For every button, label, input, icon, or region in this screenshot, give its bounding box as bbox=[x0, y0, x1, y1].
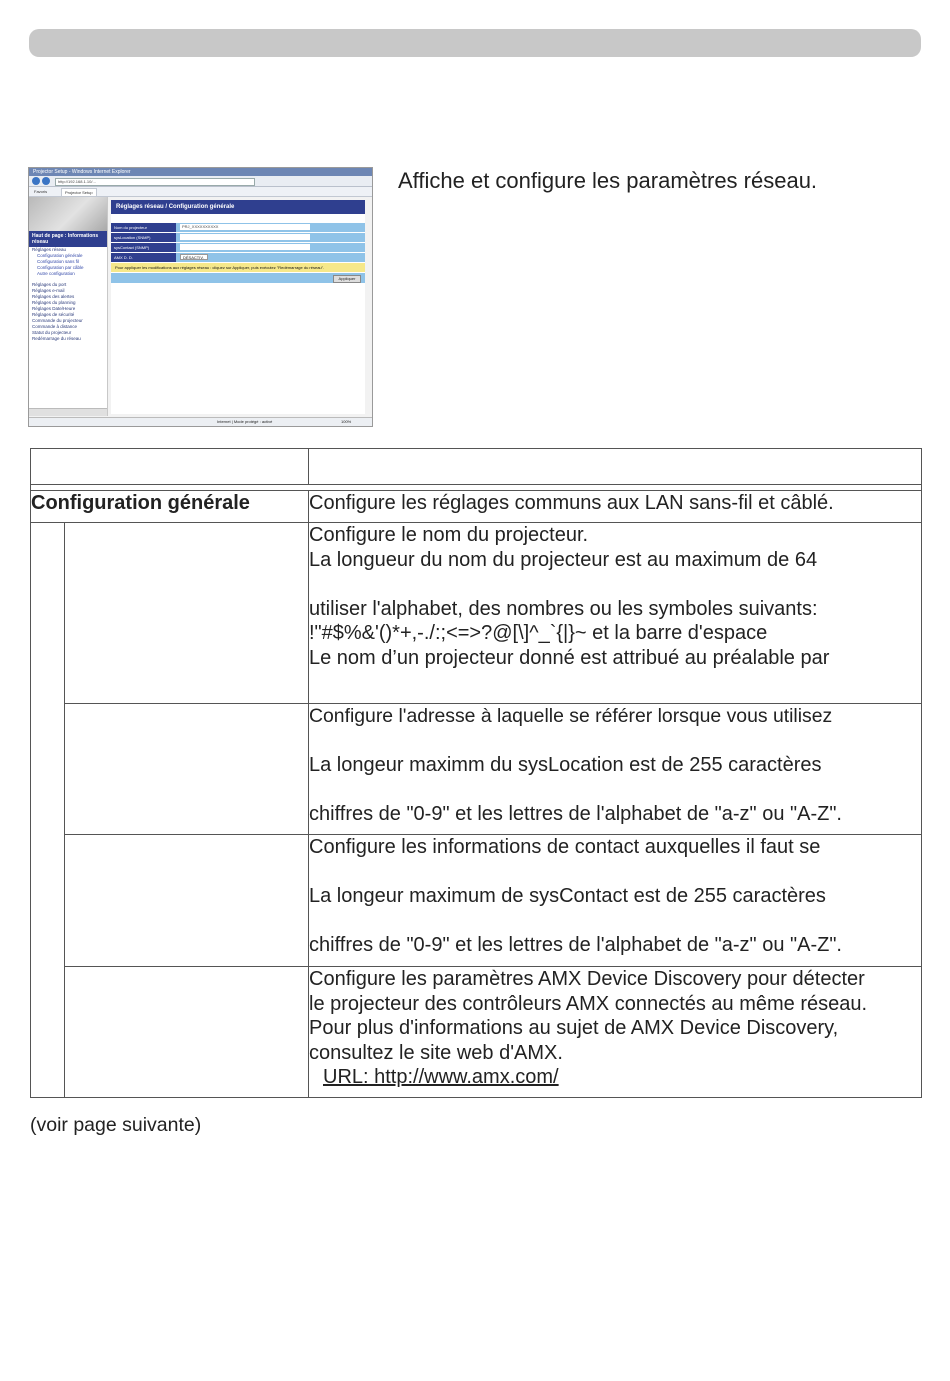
status-bar bbox=[29, 417, 372, 426]
indent-cell bbox=[31, 523, 65, 1098]
menu-item: Réglages réseau bbox=[32, 247, 67, 252]
description-line: Pour plus d'informations au sujet de AMX Device Discovery, bbox=[309, 1017, 839, 1040]
network-settings-screenshot bbox=[28, 167, 373, 427]
item-label bbox=[65, 523, 309, 704]
menu-item: Configuration générale bbox=[37, 253, 83, 258]
description-line bbox=[309, 671, 921, 696]
menu-item: Commande du projecteur bbox=[32, 318, 83, 323]
field-row bbox=[111, 253, 365, 262]
url-line bbox=[309, 1065, 921, 1090]
menu-item: Configuration par câble bbox=[37, 265, 84, 270]
description-line: chiffres de "0-9" et les lettres de l'alphabet de "a-z" ou "A-Z". bbox=[309, 934, 842, 957]
description-line: La longueur du nom du projecteur est au maximum de 64 bbox=[309, 548, 818, 571]
field-row bbox=[111, 223, 365, 232]
table-row bbox=[31, 523, 922, 704]
forward-icon bbox=[42, 177, 50, 185]
description-line: Configure les informations de contact auxquelles il faut se bbox=[309, 836, 821, 858]
address-field: http://192.168.1.10/... bbox=[55, 178, 255, 186]
table-row bbox=[31, 967, 922, 1098]
group-description bbox=[309, 491, 922, 523]
left-menu bbox=[29, 197, 108, 416]
menu-item: Réglages du port bbox=[32, 282, 67, 287]
scrollbar bbox=[29, 408, 107, 416]
description-line: Configure l'adresse à laquelle se référer lorsque vous utilisez bbox=[309, 705, 833, 727]
menu-item: Réglages Date/Heure bbox=[32, 306, 76, 311]
tab-favorites: Favoris bbox=[34, 189, 48, 194]
header-bar bbox=[29, 29, 921, 57]
description-line bbox=[309, 572, 921, 597]
field-label: AMX D. D. bbox=[111, 253, 176, 262]
menu-item: Réglages des alertes bbox=[32, 294, 75, 299]
description-line: La longeur maximum de sysContact est de 255 caractères bbox=[309, 885, 826, 908]
menu-item: Réglages du planning bbox=[32, 300, 76, 305]
field-label: sysLocation (SNMP) bbox=[111, 233, 176, 242]
item-description bbox=[309, 835, 922, 967]
table-row bbox=[31, 704, 922, 835]
description-line: La longeur maximm du sysLocation est de 255 caractères bbox=[309, 754, 822, 777]
description-line: Configure les paramètres AMX Device Discovery pour détecter bbox=[309, 968, 865, 990]
item-description bbox=[309, 967, 922, 1098]
field-row bbox=[111, 243, 365, 252]
field-label: Nom du projecteur bbox=[111, 223, 176, 232]
item-label bbox=[65, 835, 309, 967]
menu-items bbox=[29, 247, 107, 342]
address-bar bbox=[29, 176, 372, 187]
menu-item: Statut du projecteur bbox=[32, 330, 72, 335]
apply-note: Pour appliquer les modifications aux réglages réseau : cliquez sur Appliquer, puis exécutez "Redémarrage du réseau". bbox=[111, 263, 365, 272]
item-label bbox=[65, 704, 309, 835]
description-line bbox=[309, 729, 921, 754]
apply-bar bbox=[111, 273, 365, 283]
zoom-level: 100% bbox=[341, 419, 352, 424]
projector-name-input: PRJ_XXXXXXXXXX bbox=[180, 224, 310, 230]
menu-item: Réglages de sécurité bbox=[32, 312, 75, 317]
description-line: le projecteur des contrôleurs AMX connectés au même réseau. bbox=[309, 992, 868, 1015]
field-label: sysContact (SNMP) bbox=[111, 243, 176, 252]
header-description-cell bbox=[309, 449, 922, 485]
status-text: Internet | Mode protégé : activé bbox=[217, 419, 273, 424]
description-line: chiffres de "0-9" et les lettres de l'alphabet de "a-z" ou "A-Z". bbox=[309, 803, 842, 826]
description-line: Configure le nom du projecteur. bbox=[309, 524, 589, 546]
footer-note: (voir page suivante) bbox=[30, 1114, 202, 1136]
description-line: consultez le site web d'AMX. bbox=[309, 1041, 563, 1064]
syscontact-input bbox=[180, 244, 310, 250]
table-row bbox=[31, 491, 922, 523]
description-line: Le nom d’un projecteur donné est attribué au préalable par bbox=[309, 646, 830, 669]
intro-text: Affiche et configure les paramètres réseau. bbox=[398, 168, 818, 193]
menu-item: Configuration sans fil bbox=[37, 259, 80, 264]
item-label bbox=[65, 967, 309, 1098]
description-line: utiliser l'alphabet, des nombres ou les symboles suivants: bbox=[309, 597, 818, 620]
description-line bbox=[309, 778, 921, 803]
header-item-cell bbox=[31, 449, 309, 485]
description-line bbox=[309, 909, 921, 934]
apply-button: Appliquer bbox=[333, 275, 361, 283]
item-description bbox=[309, 523, 922, 704]
field-row bbox=[111, 233, 365, 242]
menu-header: Haut de page : Informations réseau bbox=[29, 231, 107, 247]
back-icon bbox=[32, 177, 40, 185]
menu-item: Autre configuration bbox=[37, 271, 75, 276]
menu-item: Redémarrage du réseau bbox=[32, 336, 81, 341]
description-line: Configure les réglages communs aux LAN sans-fil et câblé. bbox=[309, 492, 834, 514]
table-header-row bbox=[31, 449, 922, 485]
tab-bar bbox=[29, 187, 372, 197]
panel-heading: Réglages réseau / Configuration générale bbox=[111, 200, 365, 214]
description-line: !"#$%&'()*+,-./:;<=>?@[\]^_`{|}~ et la barre d'espace bbox=[309, 622, 768, 645]
description-line bbox=[309, 860, 921, 885]
table-row bbox=[31, 835, 922, 967]
settings-panel bbox=[111, 200, 365, 414]
menu-banner-image bbox=[29, 197, 107, 231]
tab-projector-setup: Projector Setup bbox=[61, 188, 97, 197]
amx-url-link[interactable]: URL: http://www.amx.com/ bbox=[323, 1066, 559, 1089]
amx-select: DÉSACTIV. bbox=[180, 254, 208, 260]
item-description bbox=[309, 704, 922, 835]
group-label: Configuration générale bbox=[31, 491, 309, 523]
settings-table bbox=[30, 448, 922, 1098]
menu-item: Réglages e-mail bbox=[32, 288, 65, 293]
window-title: Projector Setup - Windows Internet Explorer bbox=[29, 168, 372, 176]
syslocation-input bbox=[180, 234, 310, 240]
menu-item: Commande à distance bbox=[32, 324, 78, 329]
